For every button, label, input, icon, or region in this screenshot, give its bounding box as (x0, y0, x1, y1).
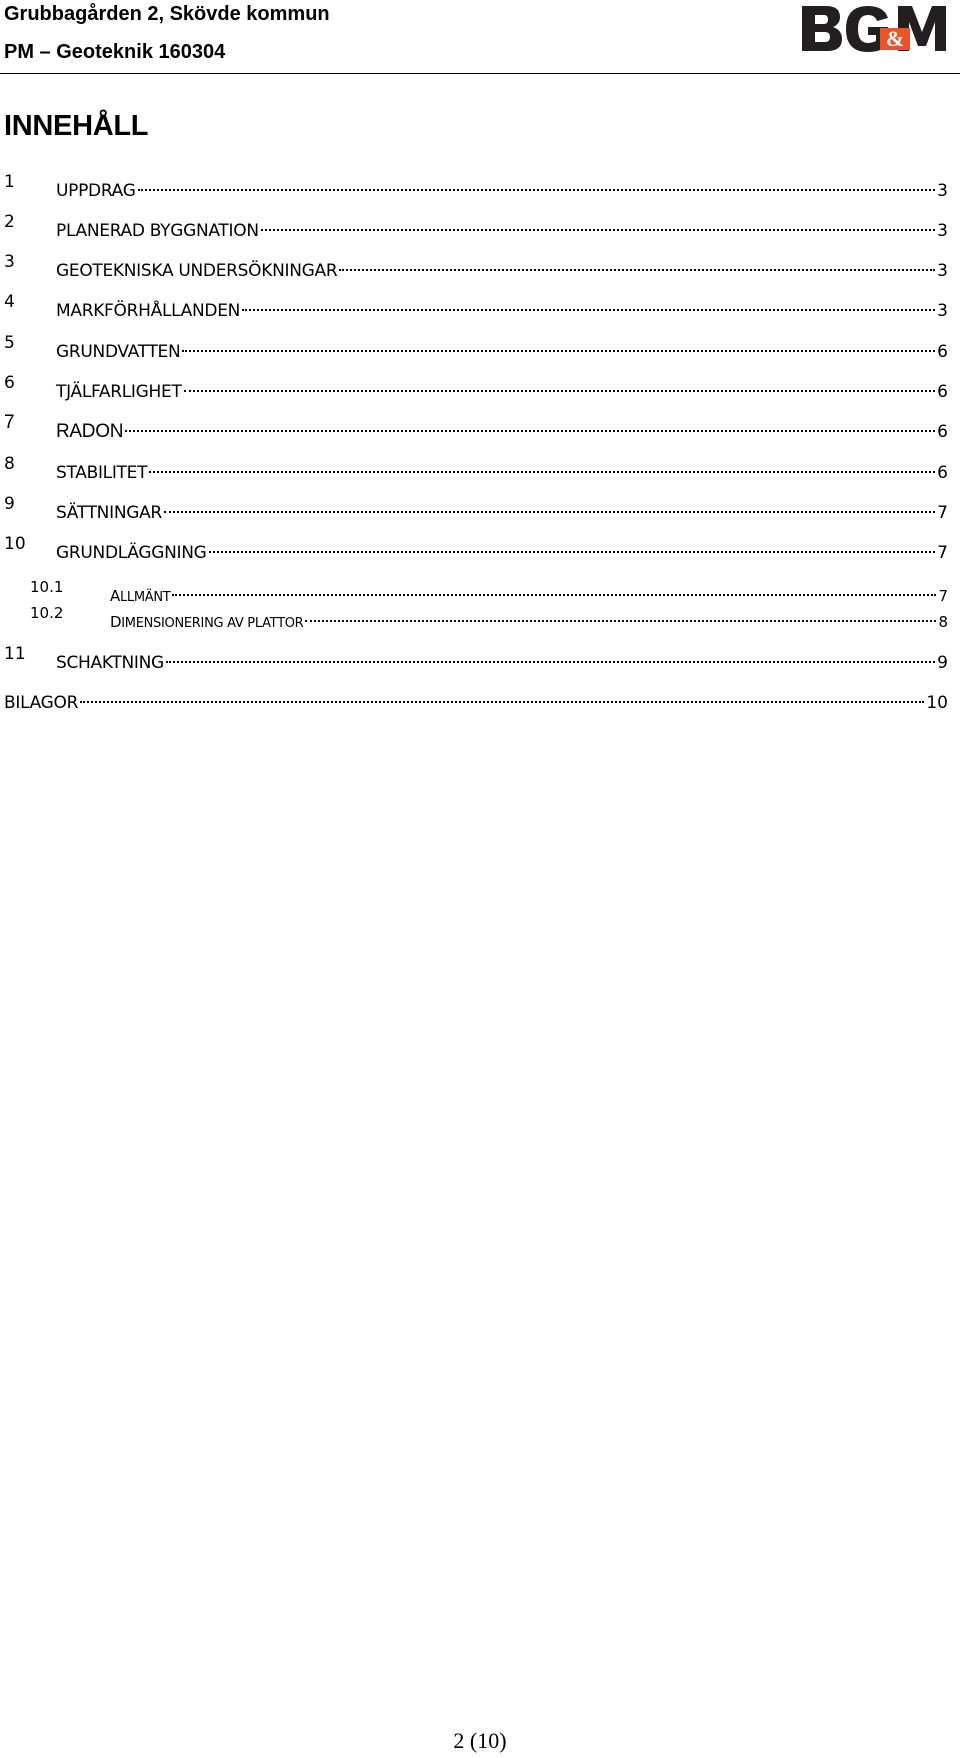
toc-dot-leader (125, 406, 935, 432)
toc-entry-title: TJÄLFARLIGHET (56, 382, 182, 402)
toc-entry-title: SCHAKTNING (56, 653, 164, 673)
toc-entry-title (110, 610, 303, 636)
toc-entry-planerad-byggnation[interactable] (0, 210, 948, 241)
toc-entry-title: STABILITET (56, 463, 148, 483)
toc-entry-page: 6 (937, 342, 948, 362)
toc-dot-leader (209, 527, 936, 553)
toc-entry-title: UPPDRAG (56, 181, 136, 201)
page-header (0, 0, 960, 74)
toc-entry-page: 3 (937, 221, 948, 241)
toc-dot-leader (184, 366, 936, 392)
page-number: 2 (10) (453, 1728, 507, 1753)
toc-dot-leader (166, 637, 935, 663)
toc-entry-dimensionering-av-plattor[interactable] (0, 601, 948, 631)
toc-entry-page: 6 (937, 422, 948, 442)
toc-entry-number: 5 (4, 333, 15, 353)
toc-entry-title: GRUNDVATTEN (56, 342, 181, 362)
toc-entry-number: 10.2 (30, 604, 64, 622)
toc-entry-title: BILAGOR (4, 693, 79, 713)
toc-entry-number: 10 (4, 534, 26, 554)
toc-entry-number: 2 (4, 212, 15, 232)
toc-dot-leader (339, 245, 935, 271)
toc-entry-geotekniska-undersokningar[interactable] (0, 250, 948, 281)
bgm-logo (800, 2, 948, 54)
toc-entry-title-rest: IMENSIONERING AV PLATTOR (121, 616, 304, 631)
toc-entry-page: 3 (937, 261, 948, 281)
toc-entry-title: RADON (56, 421, 124, 442)
toc-entry-page: 8 (938, 613, 948, 631)
toc-dot-leader (80, 677, 924, 703)
toc-entry-radon[interactable] (0, 411, 948, 442)
toc-entry-page: 9 (937, 653, 948, 673)
toc-entry-tjalfarlighet[interactable] (0, 371, 948, 402)
toc-entry-title: SÄTTNINGAR (56, 503, 162, 523)
toc-entry-title-rest: LLMÄNT (119, 590, 171, 605)
toc-entry-title: MARKFÖRHÅLLANDEN (56, 301, 241, 321)
toc-entry-number: 9 (4, 494, 15, 514)
toc-entry-number: 7 (4, 412, 15, 433)
toc-entry-grundlaggning[interactable] (0, 532, 948, 563)
toc-entry-grundvatten[interactable] (0, 331, 948, 362)
toc-entry-number: 10.1 (30, 578, 64, 596)
toc-entry-title-initial: D (110, 613, 122, 631)
toc-entry-schaktning[interactable] (0, 642, 948, 673)
toc-dot-leader (138, 165, 936, 191)
toc-entry-uppdrag[interactable] (0, 170, 948, 201)
toc-entry-sattningar[interactable] (0, 492, 948, 523)
toc-dot-leader (149, 447, 935, 473)
header-project-name: Grubbagården 2, Skövde kommun (4, 3, 330, 25)
toc-entry-number: 4 (4, 292, 15, 312)
toc-entry-page: 7 (937, 503, 948, 523)
toc-dot-leader (305, 596, 936, 622)
toc-heading: INNEHÅLL (4, 110, 149, 142)
toc-entry-title: GEOTEKNISKA UNDERSÖKNINGAR (56, 261, 338, 281)
toc-entry-page: 3 (937, 301, 948, 321)
toc-entry-bilagor[interactable] (0, 682, 948, 713)
toc-entry-markforhallanden[interactable] (0, 290, 948, 321)
toc-entry-stabilitet[interactable] (0, 452, 948, 483)
toc-entry-page: 6 (937, 382, 948, 402)
toc-entry-page: 10 (926, 693, 948, 713)
header-document-title: PM – Geoteknik 160304 (4, 41, 226, 63)
svg-text:&: & (885, 26, 905, 51)
toc-entry-title-initial: A (110, 587, 120, 605)
toc-entry-page: 7 (937, 543, 948, 563)
toc-entry-number: 8 (4, 454, 15, 474)
toc-entry-page: 3 (937, 181, 948, 201)
toc-dot-leader (242, 285, 935, 311)
toc-dot-leader (261, 205, 935, 231)
toc-dot-leader (182, 326, 935, 352)
toc-entry-page: 6 (937, 463, 948, 483)
toc-entry-title: GRUNDLÄGGNING (56, 543, 207, 563)
toc-entry-number: 11 (4, 644, 26, 664)
toc-entry-number: 3 (4, 252, 15, 272)
toc-dot-leader (164, 487, 935, 513)
toc-entry-number: 6 (4, 373, 15, 393)
toc-entry-number: 1 (4, 172, 15, 192)
toc-dot-leader (172, 570, 936, 596)
toc-entry-title: PLANERAD BYGGNATION (56, 221, 259, 241)
toc-entry-page: 7 (938, 587, 948, 605)
